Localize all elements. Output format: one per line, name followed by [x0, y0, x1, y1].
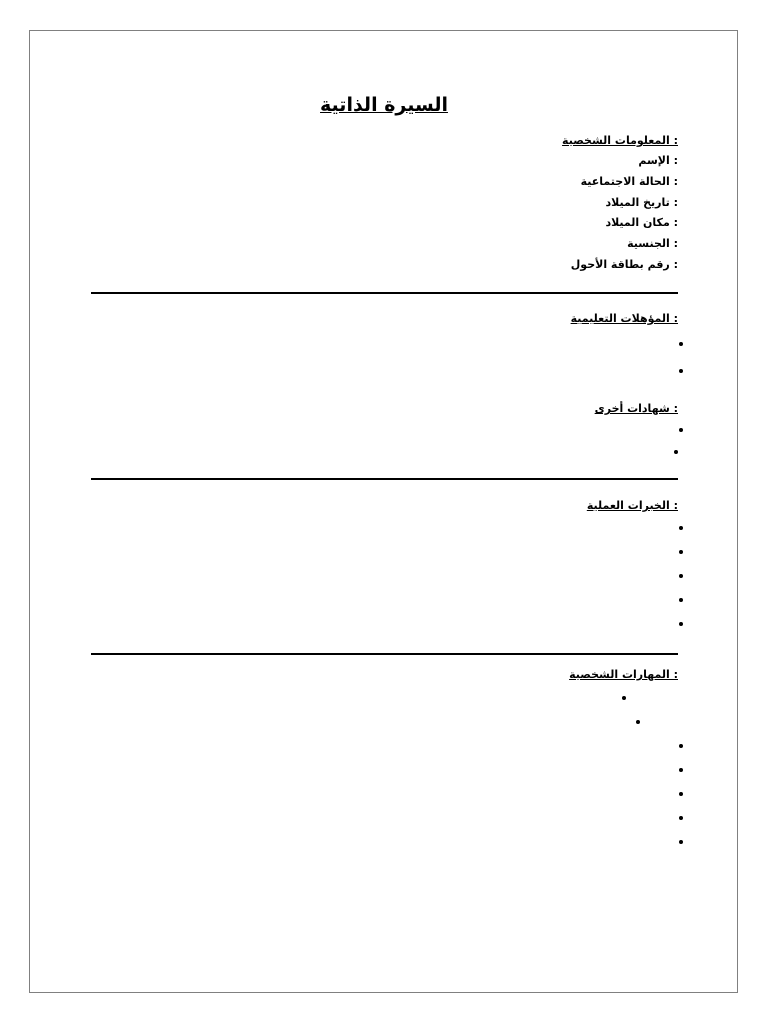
bullet-point	[679, 816, 683, 820]
personal-info-heading: : المعلومات الشخصية	[562, 134, 678, 147]
bullet-point	[679, 840, 683, 844]
section-divider	[91, 292, 678, 294]
bullet-point	[622, 696, 626, 700]
bullet-point	[636, 720, 640, 724]
field-id-card-number: : رقم بطاقة الأحول	[570, 258, 678, 271]
bullet-point	[679, 428, 683, 432]
field-marital-status: : الحالة الاجتماعية	[580, 175, 678, 188]
education-heading: : المؤهلات التعليمية	[570, 312, 678, 325]
field-nationality: : الجنسية	[627, 237, 678, 250]
bullet-point	[674, 450, 678, 454]
field-name: : الإسم	[638, 154, 678, 167]
field-birth-date: : تاريخ الميلاد	[605, 196, 678, 209]
skills-heading: : المهارات الشخصية	[569, 668, 678, 681]
section-divider	[91, 478, 678, 480]
bullet-point	[679, 768, 683, 772]
bullet-point	[679, 550, 683, 554]
document-title: السيرة الذاتية	[320, 94, 448, 116]
field-birth-place: : مكان الميلاد	[605, 216, 678, 229]
bullet-point	[679, 369, 683, 373]
section-divider	[91, 653, 678, 655]
experience-heading: : الخبرات العملية	[586, 499, 678, 512]
bullet-point	[679, 574, 683, 578]
bullet-point	[679, 622, 683, 626]
bullet-point	[679, 792, 683, 796]
bullet-point	[679, 342, 683, 346]
bullet-point	[679, 744, 683, 748]
bullet-point	[679, 598, 683, 602]
certificates-heading: : شهادات أخرى	[594, 402, 678, 415]
bullet-point	[679, 526, 683, 530]
